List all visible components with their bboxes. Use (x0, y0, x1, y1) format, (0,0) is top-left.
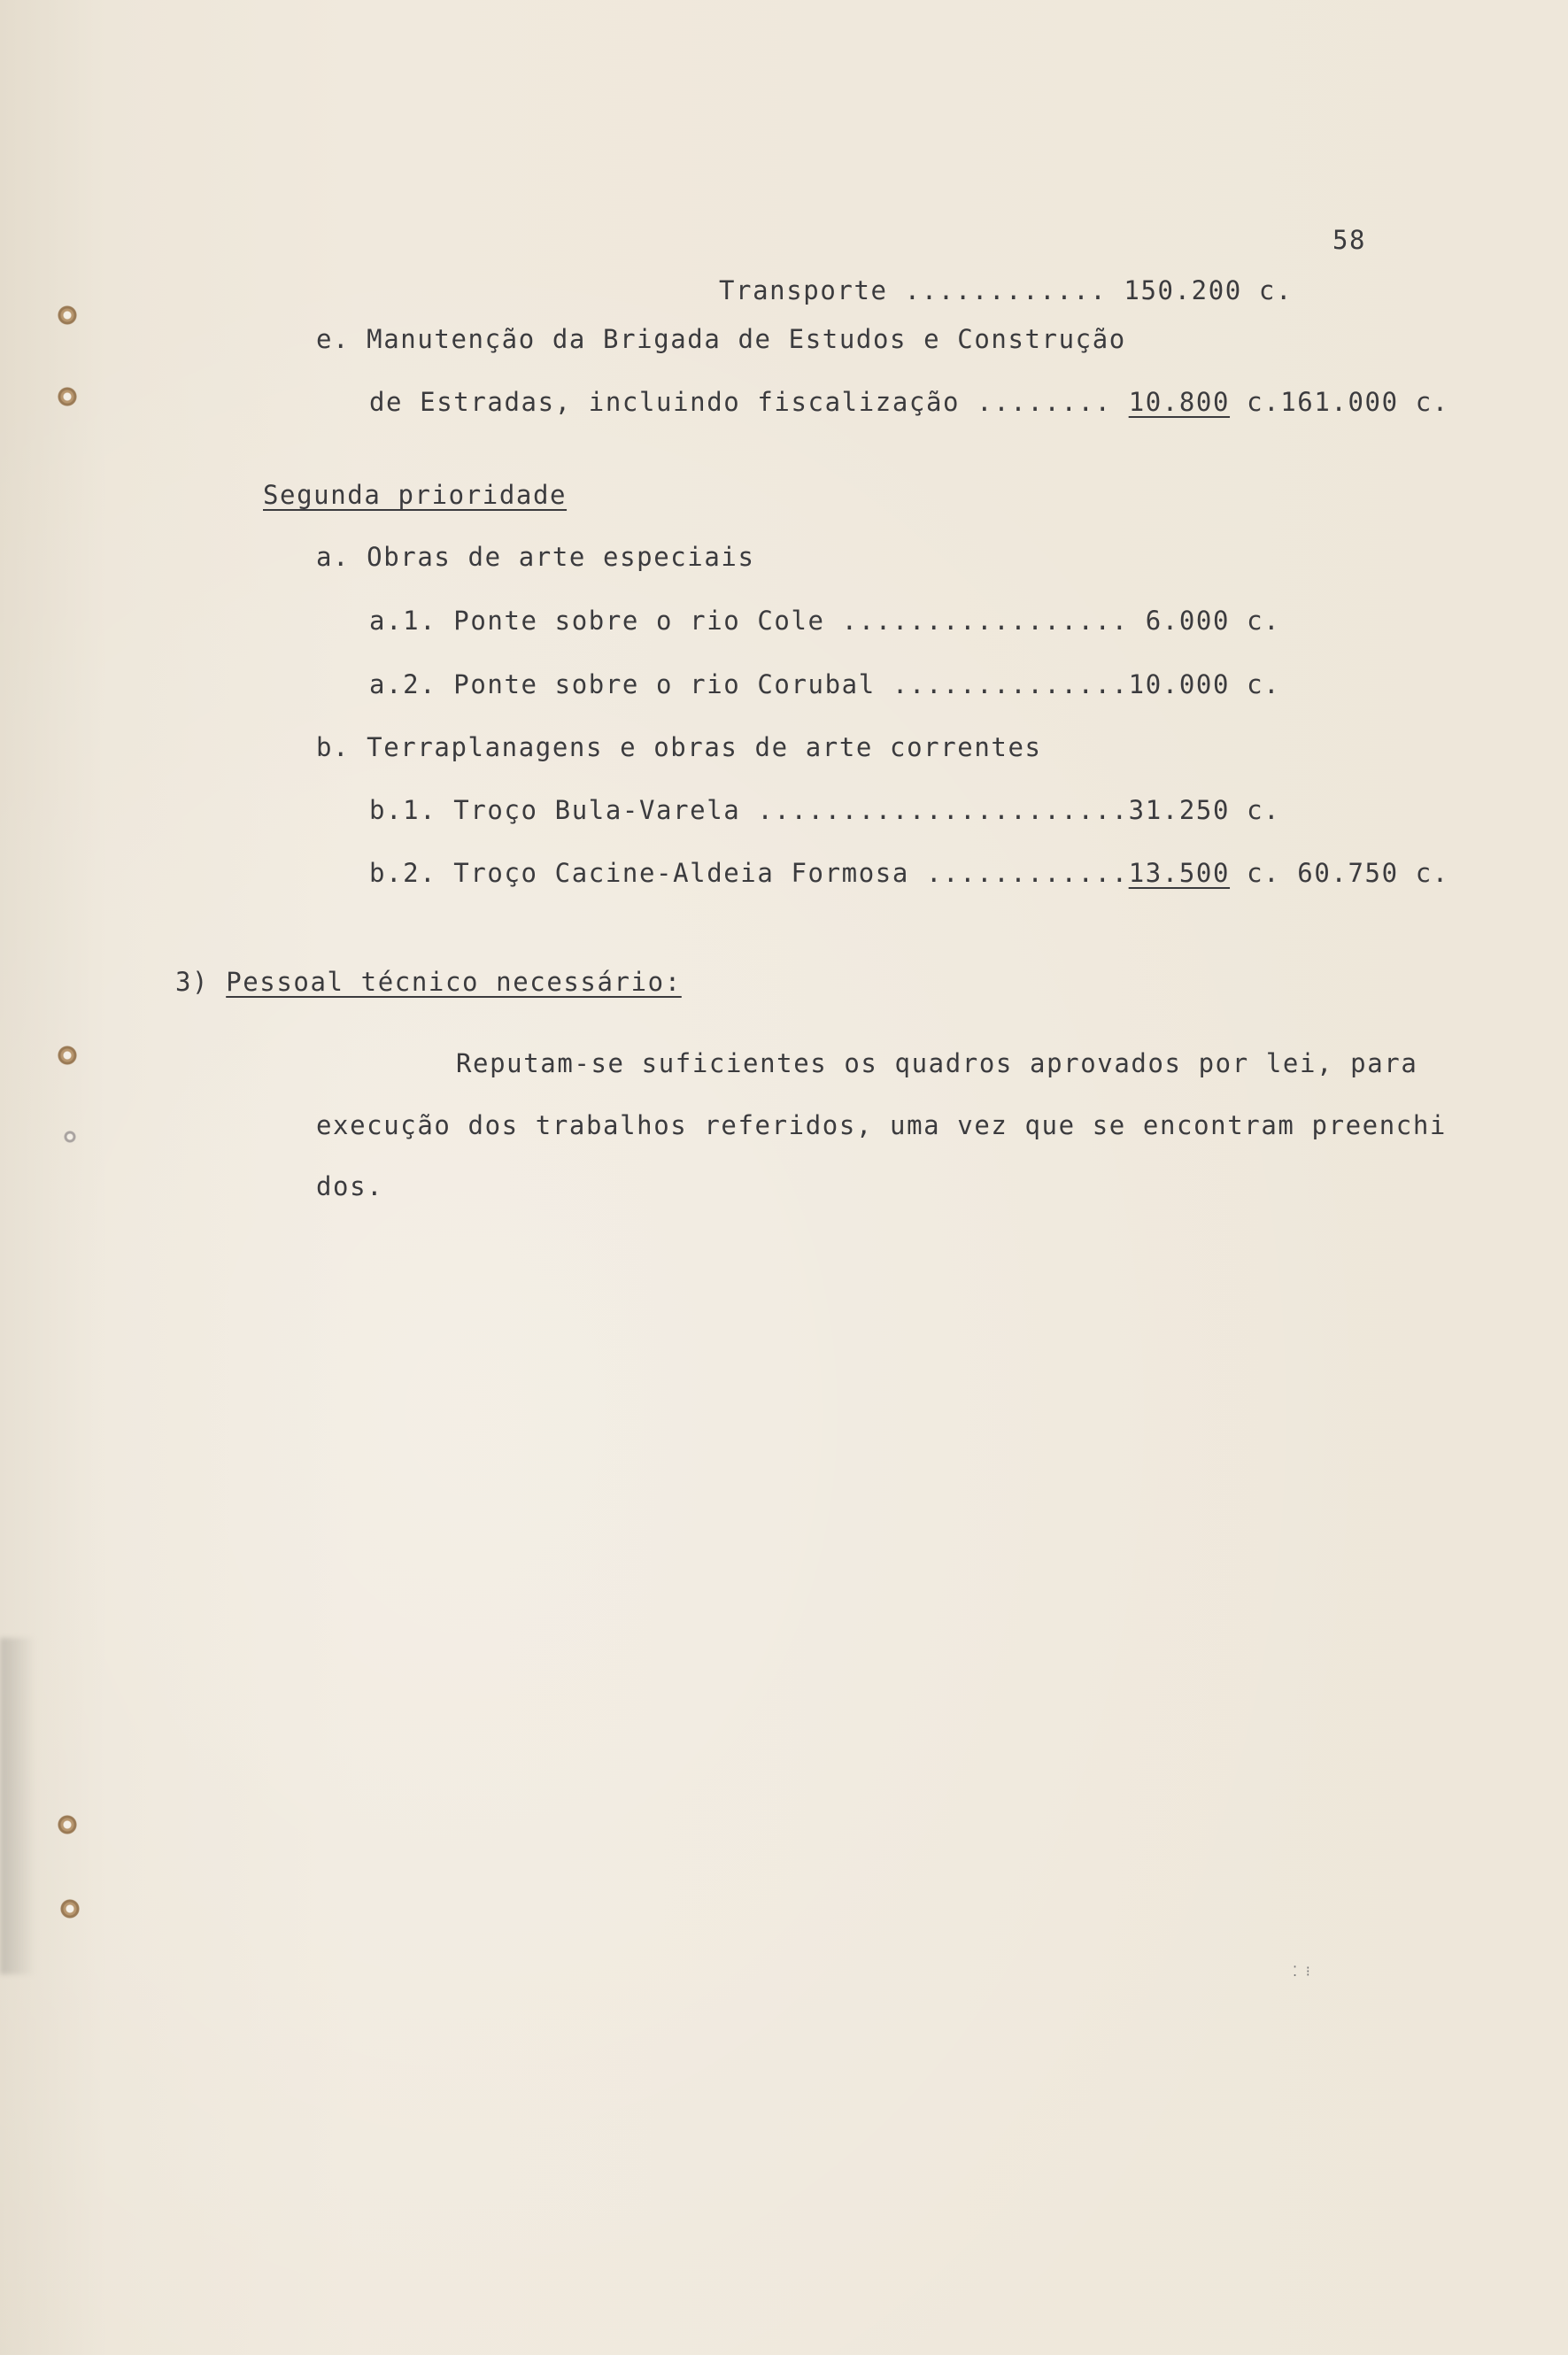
item-b1: b.1. Troço Bula-Varela ......................31.250 c. (369, 795, 1281, 825)
item-b2-total: c. 60.750 c. (1230, 858, 1449, 888)
item-e-total: c.161.000 c. (1230, 387, 1449, 417)
item-b-heading: b. Terraplanagens e obras de arte correntes (316, 732, 1042, 762)
item-e-line-2 (369, 386, 1449, 418)
paragraph-line-3: dos. (316, 1171, 384, 1201)
item-a-heading: a. Obras de arte especiais (316, 542, 755, 572)
paper-stain (0, 1638, 35, 1974)
punch-hole-4 (64, 1131, 76, 1143)
item-b2-text: b.2. Troço Cacine-Aldeia Formosa ............ (369, 858, 1129, 888)
segunda-prioridade-heading: Segunda prioridade (263, 480, 568, 510)
item-e-line-1: e. Manutenção da Brigada de Estudos e Construção (316, 324, 1126, 354)
section-3-number: 3) (175, 967, 227, 997)
transporte-line: Transporte ............ 150.200 c. (719, 275, 1294, 305)
item-a1: a.1. Ponte sobre o rio Cole ................. 6.000 c. (369, 606, 1281, 636)
punch-hole-2 (58, 387, 77, 406)
punch-hole-6 (60, 1899, 80, 1919)
paragraph-line-2: execução dos trabalhos referidos, uma vez que se encontram preenchi (316, 1110, 1447, 1140)
paper-specks: ⁚ ⁝ (1293, 1963, 1310, 1980)
punch-hole-3 (58, 1046, 77, 1065)
item-a2: a.2. Ponte sobre o rio Corubal ..............10.000 c. (369, 669, 1281, 699)
item-e-value: 10.800 (1128, 387, 1231, 417)
page-number: 58 (1332, 225, 1367, 255)
section-3-title: Pessoal técnico necessário: (226, 967, 682, 997)
paragraph-line-1: Reputam-se suficientes os quadros aprovados por lei, para (456, 1048, 1418, 1078)
item-b2-value: 13.500 (1128, 858, 1231, 888)
item-b2 (369, 857, 1449, 889)
punch-hole-1 (58, 305, 77, 325)
section-3-heading (175, 966, 682, 998)
item-e-text: de Estradas, incluindo fiscalização ........ (369, 387, 1129, 417)
punch-hole-5 (58, 1815, 77, 1834)
